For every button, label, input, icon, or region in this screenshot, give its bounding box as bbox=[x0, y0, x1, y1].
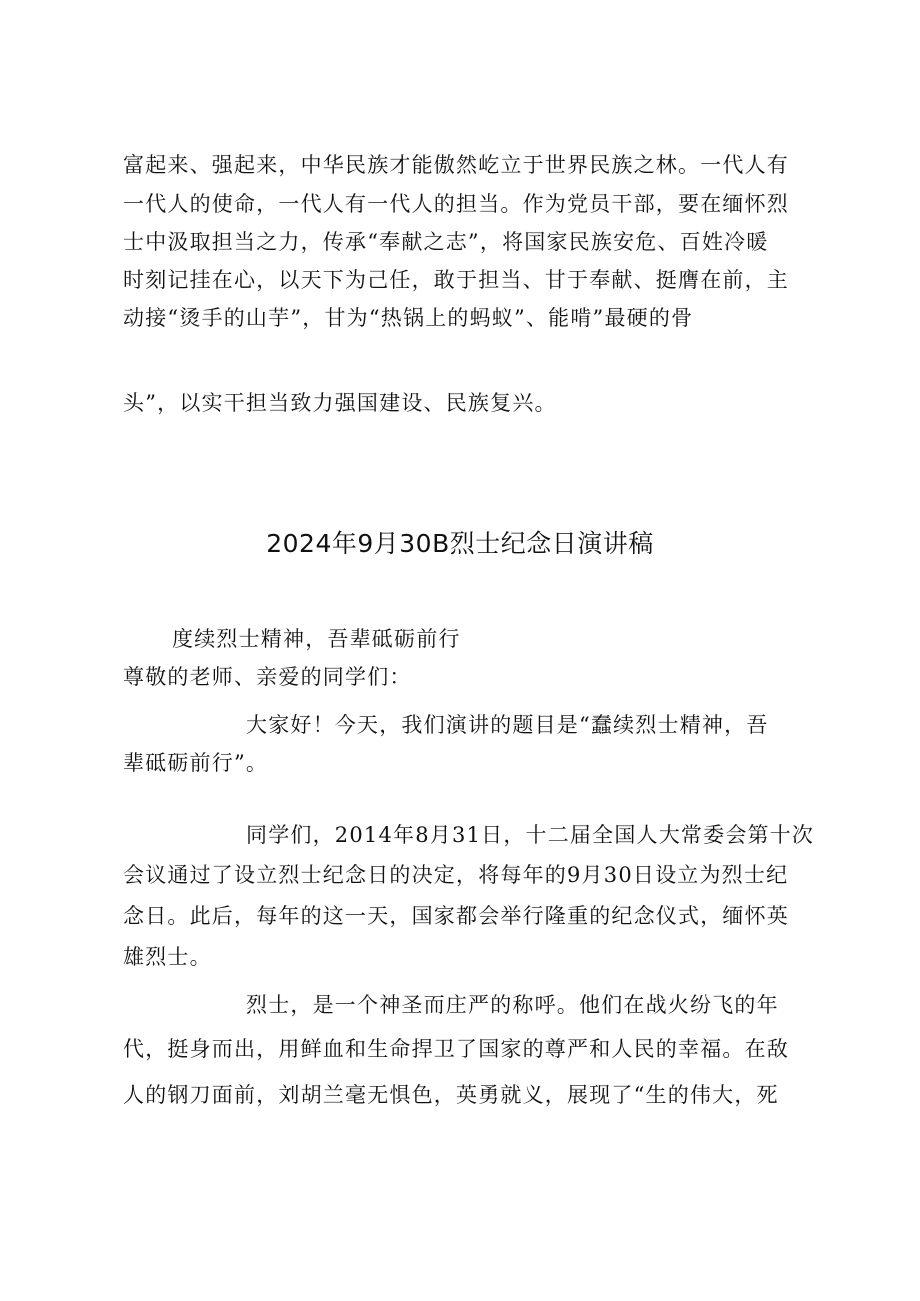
greeting: 尊敬的老师、亲爱的同学们： bbox=[123, 665, 412, 689]
paragraph-line: 烈士，是一个神圣而庄严的称呼。他们在战火纷飞的年 bbox=[246, 993, 779, 1017]
paragraph-line: 雄烈士。 bbox=[123, 945, 212, 969]
paragraph-line: 人的钢刀面前，刘胡兰毫无惧色，英勇就义，展现了“生的伟大，死 bbox=[123, 1083, 779, 1107]
paragraph-line: 辈砥砺前行”。 bbox=[123, 751, 269, 775]
paragraph-line: 念日。此后，每年的这一天，国家都会举行隆重的纪念仪式，缅怀英 bbox=[123, 904, 789, 928]
speech-title: 2024年9月30B烈士纪念日演讲稿 bbox=[266, 529, 654, 558]
paragraph-line: 动接“烫手的山芋”，甘为“热锅上的蚂蚁”、能啃”最硬的骨 bbox=[123, 306, 694, 330]
paragraph-line: 一代人的使命，一代人有一代人的担当。作为党员干部，要在缅怀烈 bbox=[123, 192, 789, 216]
paragraph-line: 富起来、强起来，中华民族才能傲然屹立于世界民族之林。一代人有 bbox=[123, 153, 789, 177]
paragraph-line: 同学们，2014年8月31日，十二届全国人大常委会第十次 bbox=[246, 823, 815, 847]
paragraph-line: 大家好！今天，我们演讲的题目是“蠢续烈士精神，吾 bbox=[246, 713, 769, 737]
paragraph-line: 头”，以实干担当致力强国建设、民族复兴。 bbox=[123, 391, 557, 415]
speech-subtitle: 度续烈士精神，吾辈砥砺前行 bbox=[172, 627, 461, 651]
paragraph-line: 时刻记挂在心，以天下为己任，敢于担当、甘于奉献、挺膺在前，主 bbox=[123, 268, 789, 292]
paragraph-line: 士中汲取担当之力，传承“奉献之志”，将国家民族安危、百姓冷暖 bbox=[123, 230, 769, 254]
paragraph-line: 代，挺身而出，用鲜血和生命捍卫了国家的尊严和人民的幸福。在敌 bbox=[123, 1037, 789, 1061]
paragraph-line: 会议通过了设立烈士纪念日的决定，将每年的9月30日设立为烈士纪 bbox=[123, 863, 789, 887]
